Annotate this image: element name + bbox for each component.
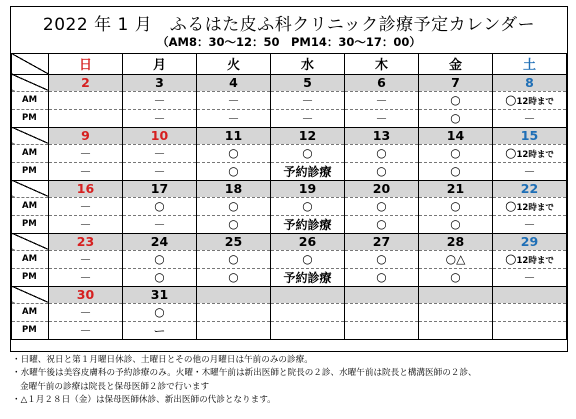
- date-cell: 29: [493, 233, 567, 250]
- pm-row: [12, 321, 567, 339]
- slot-cell: －: [123, 91, 197, 109]
- date-cell: 13: [345, 127, 419, 144]
- note-line: ・水曜午後は美容皮膚科の予約診療のみ。火曜・木曜午前は新出医師と院長の２診、水曜午前は院長と構溝医師の２診、: [12, 368, 477, 379]
- date-cell: 11: [197, 127, 271, 144]
- pm-label: PM: [12, 321, 49, 339]
- date-cell: 10: [123, 127, 197, 144]
- slot-cell: －: [493, 268, 567, 286]
- open-mark: ○: [419, 197, 493, 215]
- pm-label: PM: [12, 162, 49, 180]
- slot-cell: －: [49, 215, 123, 233]
- am-label: AM: [12, 91, 49, 109]
- am-label: AM: [12, 303, 49, 321]
- pm-label: PM: [12, 215, 49, 233]
- date-cell: 31: [123, 286, 197, 303]
- open-mark: ○: [197, 250, 271, 268]
- date-row: [12, 286, 567, 303]
- date-cell: 5: [271, 74, 345, 91]
- date-cell: [271, 286, 345, 303]
- open-mark: ○: [345, 268, 419, 286]
- date-cell: 24: [123, 233, 197, 250]
- slot-cell: －: [271, 109, 345, 127]
- corner-cell: [12, 54, 49, 74]
- reservation-label: 予約診療: [271, 215, 345, 233]
- date-cell: 23: [49, 233, 123, 250]
- note-line: ・△１月２８日（金）は保母医師休診、新出医師の代診となります。: [12, 394, 276, 405]
- clinic-hours: （AM8：30～12：50 PM14：30～17：00）: [157, 35, 421, 49]
- am-row: [12, 303, 567, 321]
- date-cell: 15: [493, 127, 567, 144]
- saturday-note: 12時まで: [516, 97, 554, 107]
- pm-label: PM: [12, 268, 49, 286]
- title-box: [11, 7, 567, 54]
- date-cell: 16: [49, 180, 123, 197]
- reservation-label: 予約診療: [271, 162, 345, 180]
- open-mark: ○: [419, 144, 493, 162]
- open-mark: ○: [419, 215, 493, 233]
- pm-row: [12, 162, 567, 180]
- slot-cell: －: [49, 144, 123, 162]
- weekday-sat: 土: [493, 54, 567, 74]
- weekday-sun: 日: [49, 54, 123, 74]
- date-cell: 28: [419, 233, 493, 250]
- slot-cell: [197, 303, 271, 321]
- slot-cell: －: [345, 91, 419, 109]
- open-mark: ○: [419, 162, 493, 180]
- slot-cell: [271, 321, 345, 339]
- saturday-note: 12時まで: [516, 150, 554, 160]
- pm-row: [12, 109, 567, 127]
- am-row: [12, 144, 567, 162]
- date-cell: 25: [197, 233, 271, 250]
- pm-row: [12, 215, 567, 233]
- slot-cell: [419, 321, 493, 339]
- date-cell: 26: [271, 233, 345, 250]
- slot-cell: －: [123, 109, 197, 127]
- note-line: 金曜午前の診療は院長と保母医師２診で行います: [20, 381, 210, 392]
- slot-cell: －: [49, 321, 123, 339]
- slot-cell: －: [493, 215, 567, 233]
- slot-cell: [493, 197, 567, 215]
- saturday-note: 12時まで: [516, 203, 554, 213]
- slot-cell: －: [123, 162, 197, 180]
- weekday-wed: 水: [271, 54, 345, 74]
- open-mark: ○: [271, 197, 345, 215]
- calendar-table: [11, 54, 567, 340]
- date-cell: 12: [271, 127, 345, 144]
- am-label: AM: [12, 197, 49, 215]
- slot-cell: －: [197, 91, 271, 109]
- corner-cell: [12, 74, 49, 91]
- slot-cell: [271, 303, 345, 321]
- slot-cell: －: [197, 109, 271, 127]
- weekday-tue: 火: [197, 54, 271, 74]
- am-label: AM: [12, 250, 49, 268]
- page-title: 2022 年 1 月 ふるはた皮ふ科クリニック診療予定カレンダー: [42, 15, 536, 35]
- date-row: [12, 74, 567, 91]
- open-mark: ○: [123, 268, 197, 286]
- open-mark: ○: [271, 250, 345, 268]
- slot-cell: [49, 109, 123, 127]
- note-line: ・日曜、祝日と第１月曜日休診、土曜日とその他の月曜日は午前のみの診療。: [12, 355, 313, 365]
- corner-cell: [12, 286, 49, 303]
- date-cell: 19: [271, 180, 345, 197]
- open-mark: ○: [505, 252, 517, 267]
- slot-cell: －: [493, 109, 567, 127]
- date-cell: 9: [49, 127, 123, 144]
- date-row: [12, 180, 567, 197]
- reservation-label: 予約診療: [271, 268, 345, 286]
- open-mark: ○: [345, 215, 419, 233]
- slot-cell: －: [49, 250, 123, 268]
- slot-cell: －: [493, 162, 567, 180]
- open-mark: ○: [197, 197, 271, 215]
- open-mark: ○: [271, 144, 345, 162]
- slot-cell: ー: [123, 321, 197, 339]
- slot-cell: －: [271, 91, 345, 109]
- open-mark: ○: [505, 146, 517, 161]
- open-mark: ○: [345, 162, 419, 180]
- open-mark: ○: [197, 215, 271, 233]
- date-cell: [197, 286, 271, 303]
- slot-cell: －: [49, 268, 123, 286]
- open-mark: ○: [123, 250, 197, 268]
- date-cell: 7: [419, 74, 493, 91]
- date-row: [12, 127, 567, 144]
- slot-cell: [493, 303, 567, 321]
- date-cell: 3: [123, 74, 197, 91]
- date-cell: [493, 286, 567, 303]
- open-mark: ○: [419, 268, 493, 286]
- slot-cell: [493, 91, 567, 109]
- open-mark: ○: [123, 197, 197, 215]
- saturday-note: 12時まで: [516, 256, 554, 266]
- corner-cell: [12, 127, 49, 144]
- date-cell: [419, 286, 493, 303]
- open-mark: ○: [197, 268, 271, 286]
- slot-cell: [197, 321, 271, 339]
- am-row: [12, 197, 567, 215]
- open-substitute-mark: ○△: [419, 250, 493, 268]
- open-mark: ○: [419, 109, 493, 127]
- calendar-frame: [10, 6, 568, 352]
- open-mark: ○: [345, 197, 419, 215]
- slot-cell: [493, 250, 567, 268]
- am-label: AM: [12, 144, 49, 162]
- date-cell: 2: [49, 74, 123, 91]
- date-cell: 4: [197, 74, 271, 91]
- date-row: [12, 233, 567, 250]
- date-cell: 20: [345, 180, 419, 197]
- date-cell: 6: [345, 74, 419, 91]
- slot-cell: －: [49, 162, 123, 180]
- slot-cell: [345, 303, 419, 321]
- open-mark: ○: [419, 91, 493, 109]
- date-cell: 21: [419, 180, 493, 197]
- notes: [12, 354, 568, 407]
- open-mark: ○: [505, 93, 517, 108]
- pm-row: [12, 268, 567, 286]
- open-mark: ○: [123, 303, 197, 321]
- date-cell: 22: [493, 180, 567, 197]
- date-cell: [345, 286, 419, 303]
- weekday-thu: 木: [345, 54, 419, 74]
- date-cell: 27: [345, 233, 419, 250]
- open-mark: ○: [197, 162, 271, 180]
- weekday-mon: 月: [123, 54, 197, 74]
- slot-cell: [493, 321, 567, 339]
- am-row: [12, 250, 567, 268]
- open-mark: ○: [345, 144, 419, 162]
- date-cell: 14: [419, 127, 493, 144]
- open-mark: ○: [345, 250, 419, 268]
- corner-cell: [12, 233, 49, 250]
- open-mark: ○: [197, 144, 271, 162]
- slot-cell: [345, 321, 419, 339]
- date-cell: 18: [197, 180, 271, 197]
- weekday-header-row: [12, 54, 567, 74]
- slot-cell: －: [123, 144, 197, 162]
- slot-cell: [419, 303, 493, 321]
- slot-cell: －: [123, 215, 197, 233]
- pm-label: PM: [12, 109, 49, 127]
- date-cell: 17: [123, 180, 197, 197]
- weekday-fri: 金: [419, 54, 493, 74]
- date-cell: 8: [493, 74, 567, 91]
- open-mark: ○: [505, 199, 517, 214]
- slot-cell: [493, 144, 567, 162]
- date-cell: 30: [49, 286, 123, 303]
- corner-cell: [12, 180, 49, 197]
- slot-cell: －: [49, 303, 123, 321]
- slot-cell: [49, 91, 123, 109]
- am-row: [12, 91, 567, 109]
- slot-cell: －: [49, 197, 123, 215]
- slot-cell: －: [345, 109, 419, 127]
